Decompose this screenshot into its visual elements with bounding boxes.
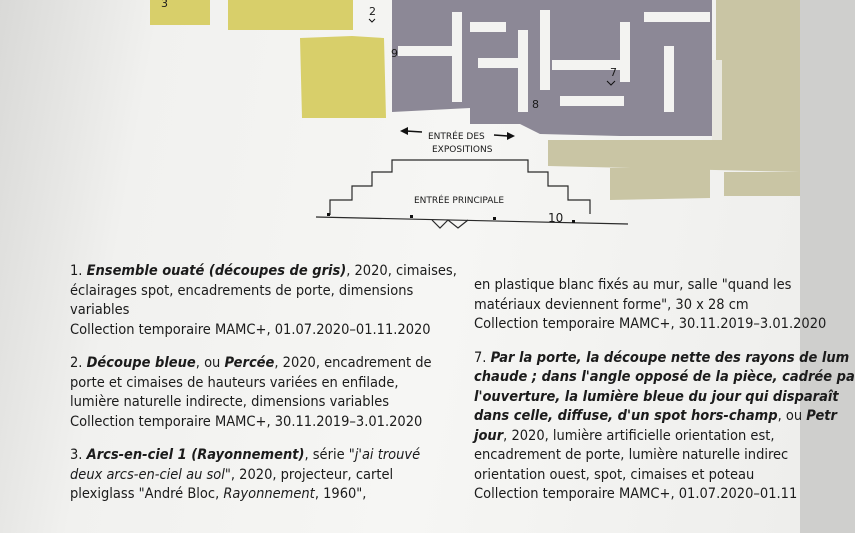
room-number-3: 3 [161,0,168,10]
entry-2-collection: Collection temporaire MAMC+, 30.11.2019–3.01.2020 [70,413,423,430]
exhibitions-entrance-label-1: ENTRÉE DES [428,132,485,142]
right-column [474,276,855,519]
entry-1-title: Ensemble ouaté (découpes de gris) [86,263,347,279]
entry-continuation: en plastique blanc fixés au mur, salle "quand les matériaux deviennent forme", 30 x 28 cm Collection temporaire MAMC+, 30.11.2019–3.01.2020 [474,276,855,335]
entry-2: 2. Découpe bleue, ou Percée, 2020, encadrement de porte et cimaises de hauteurs variées en enfilade, lumière naturelle indirecte, dimensions variables Collection temporaire MAMC+, 30.11.2019–3.01.2020 [70,354,457,432]
entry-1-number: 1. [70,263,87,279]
yellow-room-main [300,36,386,118]
room-3-block [150,0,210,25]
continuation-collection: Collection temporaire MAMC+, 30.11.2019–3.01.2020 [474,316,827,332]
room-number-2: 2 [369,5,376,18]
room-2-marker-icon [369,19,375,22]
entry-7-alt-title: Petr [806,408,837,424]
room-number-8: 8 [532,98,539,111]
entry-7: 7. Par la porte, la découpe nette des rayons de lum chaude ; dans l'angle opposé de la pièce, cadrée pa l'ouverture, la lumière bleue du jour qui disparaît dans celle, diffuse, d'un spot hors-champ, ou Petr jour, 2020, lumière artificielle orientation est, encadrement de porte, lumière naturelle indirec orientation ouest, spot, cimaises et poteau Collection temporaire MAMC+, 01.07.2020–01.11 [474,349,855,505]
entry-3-number: 3. [70,447,87,463]
entry-7-title: Par la porte, la découpe nette des rayons de lum [490,349,850,366]
entry-2-title: Découpe bleue [86,355,196,371]
entry-2-number: 2. [70,355,87,371]
room-number-10: 10 [548,211,564,225]
arrow-left-icon [400,127,408,135]
room-2-block [228,0,353,30]
room-number-9: 9 [391,47,398,60]
room-number-7: 7 [610,66,617,79]
yellow-rooms [150,0,386,118]
entry-3-title: Arcs-en-ciel 1 (Rayonnement) [86,447,305,463]
entry-3: 3. Arcs-en-ciel 1 (Rayonnement), série "j'ai trouvé deux arcs-en-ciel au sol", 2020, projecteur, cartel plexiglass "André Bloc, Rayonnement, 1960", [70,447,421,502]
entry-1-collection: Collection temporaire MAMC+, 01.07.2020–01.11.2020 [70,321,431,338]
arrow-right-icon [507,132,515,140]
entry-7-number: 7. [474,349,491,366]
entry-7-collection: Collection temporaire MAMC+, 01.07.2020–01.11 [474,486,798,502]
main-entrance-label: ENTRÉE PRINCIPALE [414,196,505,206]
entrance-outline [316,160,628,228]
entry-1: 1. Ensemble ouaté (découpes de gris), 2020, cimaises, éclairages spot, encadrements de porte, dimensions variables Collection temporaire MAMC+, 01.07.2020–01.11.2020 [70,262,457,340]
left-column [70,262,457,519]
entry-2-alt-title: Percée [224,355,275,371]
exhibitions-entrance-label-2: EXPOSITIONS [432,145,493,155]
